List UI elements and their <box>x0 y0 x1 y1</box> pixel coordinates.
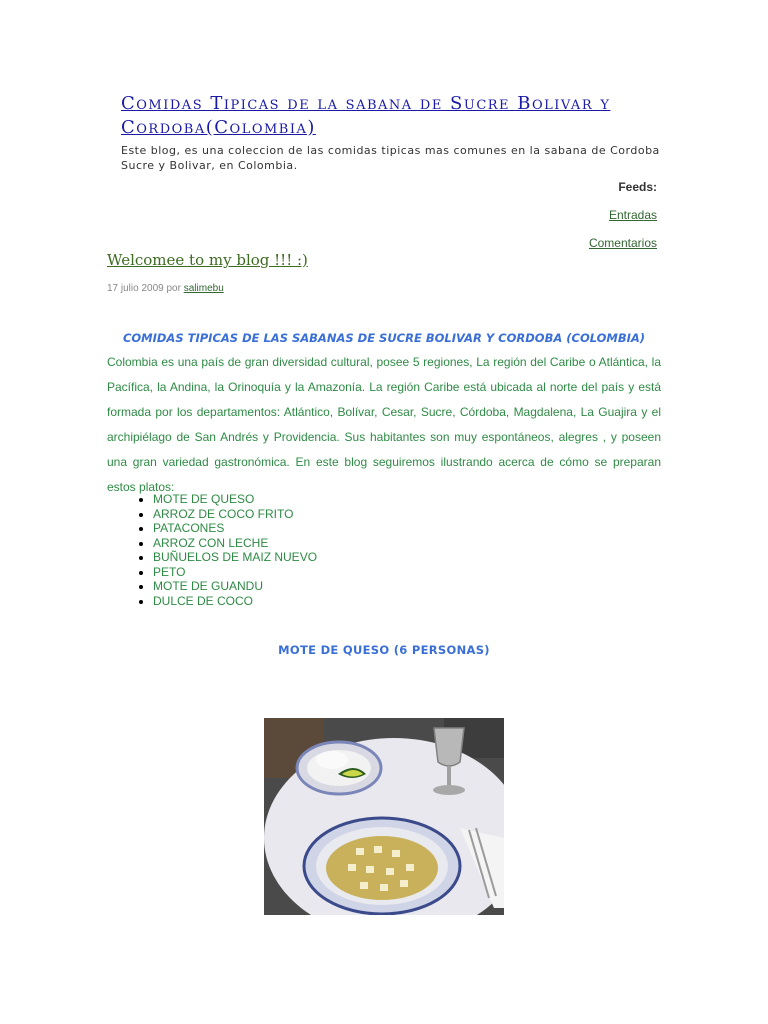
post-heading: COMIDAS TIPICAS DE LAS SABANAS DE SUCRE BOLIVAR Y CORDOBA (COLOMBIA) <box>122 331 646 345</box>
blog-title[interactable]: Comidas Tipicas de la sabana de Sucre Bolivar y Cordoba(Colombia) <box>121 93 611 138</box>
dish-photo <box>264 718 504 915</box>
list-item: • BUÑUELOS DE MAIZ NUEVO <box>153 550 317 565</box>
post-by: por <box>166 283 181 294</box>
list-item: • MOTE DE GUANDU <box>153 579 317 594</box>
feeds-box <box>589 180 657 264</box>
dish-list <box>127 492 317 608</box>
section-heading: MOTE DE QUESO (6 PERSONAS) <box>278 643 490 657</box>
blog-description: Este blog, es una coleccion de las comidas tipicas mas comunes en la sabana de Cordoba Sucre y Bolivar, en Colombia. <box>121 144 660 172</box>
list-item: • DULCE DE COCO <box>153 594 317 609</box>
post-meta <box>107 283 224 294</box>
list-item: • ARROZ CON LECHE <box>153 536 317 551</box>
list-item: • PETO <box>153 565 317 580</box>
post-author-link[interactable]: salimebu <box>183 283 224 294</box>
feed-entries-link[interactable]: Entradas <box>608 208 657 222</box>
post-date: 17 julio 2009 <box>107 283 164 294</box>
feed-comments-link[interactable]: Comentarios <box>588 236 657 250</box>
list-item: • ARROZ DE COCO FRITO <box>153 507 317 522</box>
list-item: • MOTE DE QUESO <box>153 492 317 507</box>
post-title[interactable]: Welcomee to my blog !!! :) <box>107 251 308 269</box>
feeds-title: Feeds: <box>618 180 657 194</box>
post-body: Colombia es una país de gran diversidad cultural, posee 5 regiones, La región del Caribe o Atlántica, la Pacífica, la Andina, la Orinoquía y la Amazonía. La región Caribe está ubicada al norte del país y está formada por los departamentos: Atlántico, Bolívar, Cesar, Sucre, Córdoba, Magdalena, La Guajira y el archipiélago de San Andrés y Providencia. Sus habitantes son muy espontáneos, alegres , y poseen una gran variedad gastronómica. En este blog seguiremos ilustrando acerca de cómo se preparan estos platos: <box>107 355 661 494</box>
list-item: • PATACONES <box>153 521 317 536</box>
